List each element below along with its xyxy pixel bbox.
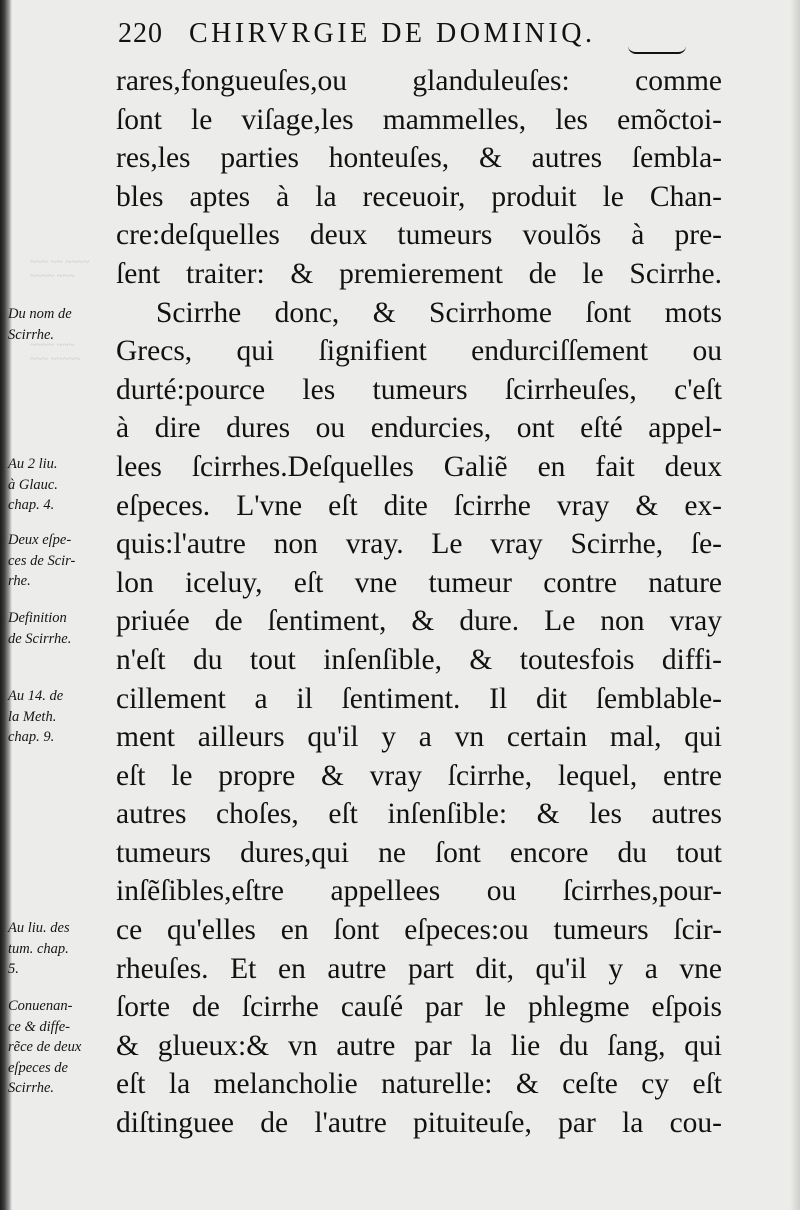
margin-note-line: de Scirrhe. (8, 630, 72, 647)
text-line: rheuſes. Et en autre part dit, qu'il y a vne (116, 952, 722, 985)
margin-note-au-2-liu (8, 454, 120, 516)
text-line: eſt le propre & vray ſcirrhe, lequel, entre (116, 759, 722, 792)
text-line: eſpeces. L'vne eſt dite ſcirrhe vray & ex- (116, 489, 722, 522)
margin-note-line: la Meth. (8, 708, 57, 725)
margin-note-line: Du nom de (8, 306, 72, 322)
running-title: CHIRVRGIE DE DOMINIQ. (189, 18, 596, 49)
text-line: ſorte de ſcirrhe cauſé par le phlegme eſpois (116, 991, 722, 1024)
margin-note-line: tum. chap. (8, 940, 69, 957)
text-line: lon iceluy, eſt vne tumeur contre nature (116, 566, 722, 599)
margin-note-line: Au liu. des (8, 920, 70, 936)
text-line: ſent traiter: & premierement de le Scirrhe. (116, 257, 722, 290)
margin-note-du-nom (8, 304, 120, 345)
margin-note-line: ces de Scir- (8, 552, 76, 569)
text-line: tumeurs dures,qui ne ſont encore du tout (116, 836, 722, 869)
text-line: priuée de ſentiment, & dure. Le non vray (116, 605, 722, 638)
margin-note-line: Definition (8, 610, 67, 626)
show-through-ink: ~~~~ ~~~ ~~~ ~~~~~ (30, 339, 81, 365)
margin-note-au-liu-des (8, 918, 120, 980)
text-line: durté:pource les tumeurs ſcirrheuſes, c'eſt (116, 373, 722, 406)
text-line: bles aptes à la receuoir, produit le Chan- (116, 180, 722, 213)
page-number: 220 (118, 18, 163, 49)
header-flourish (628, 46, 686, 54)
margin-note-line: Au 2 liu. (8, 456, 58, 472)
margin-note-au-14 (8, 686, 120, 748)
margin-note-line: Conuenan- (8, 998, 73, 1014)
text-line: ſont le viſage,les mammelles, les emõctoi- (116, 103, 722, 136)
text-line: lees ſcirrhes.Deſquelles Galiẽ en fait deux (116, 450, 722, 483)
text-line: inſẽſibles,eſtre appellees ou ſcirrhes,pour- (116, 875, 722, 908)
text-line: à dire dures ou endurcies, ont eſté appel- (116, 412, 722, 445)
text-line: diſtinguee de l'autre pituiteuſe, par la cou- (116, 1107, 722, 1140)
margin-note-line: Scirrhe. (8, 326, 55, 343)
margin-note-line: chap. 9. (8, 729, 55, 745)
margin-note-line: eſpeces de (8, 1059, 68, 1076)
margin-note-line: Deux eſpe- (8, 532, 72, 548)
text-line: quis:l'autre non vray. Le vray Scirrhe, ſe- (116, 528, 722, 561)
margin-note-line: 5. (8, 961, 19, 977)
page-edge-shadow (790, 0, 800, 1210)
margin-note-line: rẽce de deux (8, 1039, 82, 1055)
margin-note-definition (8, 608, 120, 649)
text-line: cre:deſquelles deux tumeurs voulõs à pre- (116, 219, 722, 252)
text-line: ment ailleurs qu'il y a vn certain mal, qui (116, 721, 722, 754)
text-line: rares,fongueuſes,ou glanduleuſes: comme (116, 65, 722, 97)
running-header (118, 18, 708, 58)
margin-note-line: Au 14. de (8, 688, 64, 704)
text-line: cillement a il ſentiment. Il dit ſemblable- (116, 682, 722, 715)
text-line: res,les parties honteuſes, & autres ſembla- (116, 142, 722, 175)
margin-note-conuenance (8, 996, 120, 1099)
margin-note-line: ce & diffe- (8, 1018, 71, 1035)
text-line: eſt la melancholie naturelle: & ceſte cy eſt (116, 1068, 722, 1101)
margin-note-line: chap. 4. (8, 497, 55, 513)
paragraph-start-line: Scirrhe donc, & Scirrhome ſont mots (156, 296, 722, 329)
marginal-notes (8, 0, 120, 1210)
margin-note-line: à Glauc. (8, 476, 58, 493)
text-line: n'eſt du tout inſenſible, & toutesfois diffi- (116, 643, 722, 676)
text-line: & glueux:& vn autre par la lie du ſang, qui (116, 1029, 722, 1062)
text-line: ce qu'elles en ſont eſpeces:ou tumeurs ſcir- (116, 914, 722, 947)
text-line: Grecs, qui ſignifient endurciſſement ou (116, 335, 722, 368)
text-line: autres choſes, eſt inſenſible: & les autres (116, 798, 722, 831)
margin-note-deux-especes (8, 530, 120, 592)
margin-note-line: Scirrhe. (8, 1080, 55, 1096)
body-text (116, 62, 722, 1143)
show-through-ink: ~~~ ~~ ~~~~ ~~~~ ~~~ (30, 256, 90, 282)
margin-note-line: rhe. (8, 573, 31, 589)
